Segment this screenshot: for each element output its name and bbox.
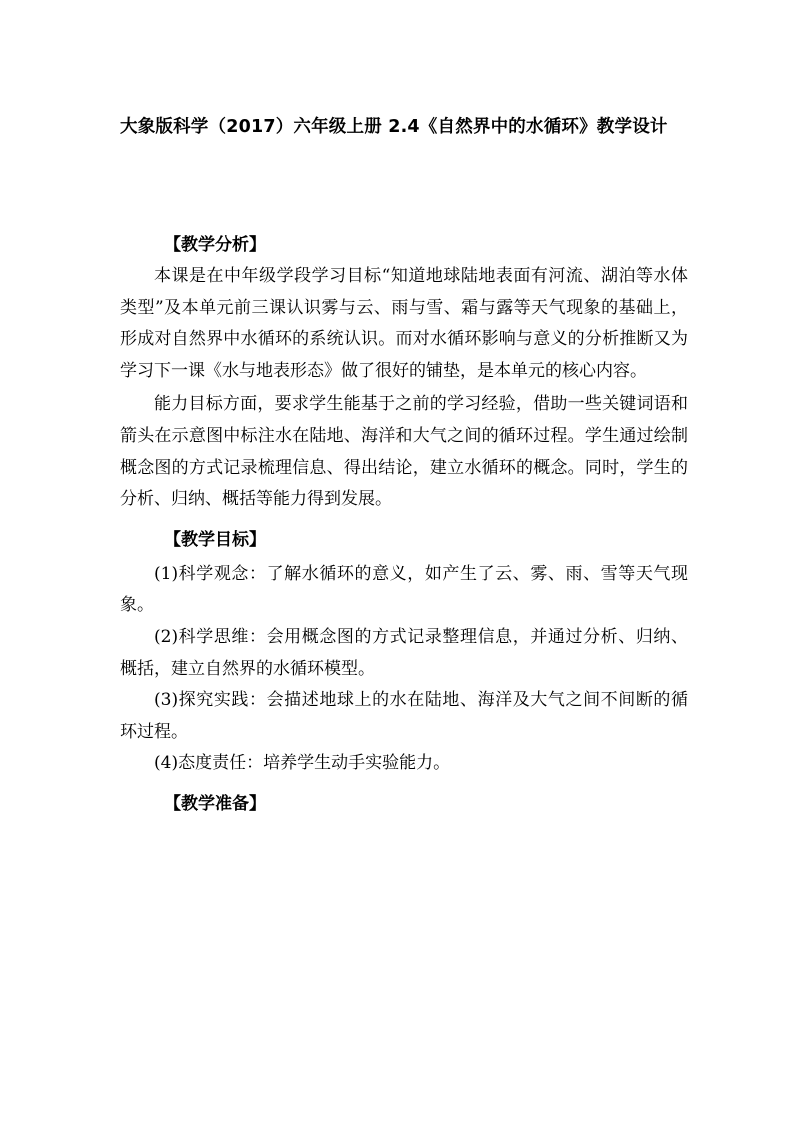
section-heading-teaching-preparation: 【教学准备】 xyxy=(164,793,266,814)
section-heading-teaching-objectives: 【教学目标】 xyxy=(164,529,266,550)
section-spacer xyxy=(120,780,688,788)
paragraph-teaching-analysis-1: 本课是在中年级学段学习目标“知道地球陆地表面有河流、湖泊等水体类型”及本单元前三课认识雾与云、雨与雪、霜与露等天气现象的基础上，形成对自然界中水循环的系统认识。而对水循环影响与意义的分析推断又为学习下一课《水与地表形态》做了很好的铺垫，是本单元的核心内容。 xyxy=(120,266,688,381)
objective-item-1: (1)科学观念：了解水循环的意义，如产生了云、雾、雨、雪等天气现象。 xyxy=(120,563,688,616)
section-spacer xyxy=(120,516,688,524)
document-title: 大象版科学（2017）六年级上册 2.4《自然界中的水循环》教学设计 xyxy=(120,117,668,137)
objective-item-4: (4)态度责任：培养学生动手实验能力。 xyxy=(154,753,451,774)
objective-item-3: (3)探究实践：会描述地球上的水在陆地、海洋及大气之间不间断的循环过程。 xyxy=(120,690,688,742)
objective-item-2: (2)科学思维：会用概念图的方式记录整理信息，并通过分析、归纳、概括，建立自然界的水循环模型。 xyxy=(120,626,688,679)
paragraph-teaching-analysis-2: 能力目标方面，要求学生能基于之前的学习经验，借助一些关键词语和箭头在示意图中标注水在陆地、海洋和大气之间的循环过程。学生通过绘制概念图的方式记录梳理信息、得出结论，建立水循环的概念。同时，学生的分析、归纳、概括等能力得到发展。 xyxy=(120,394,688,510)
section-heading-teaching-analysis: 【教学分析】 xyxy=(164,235,266,255)
document-body xyxy=(120,229,688,820)
